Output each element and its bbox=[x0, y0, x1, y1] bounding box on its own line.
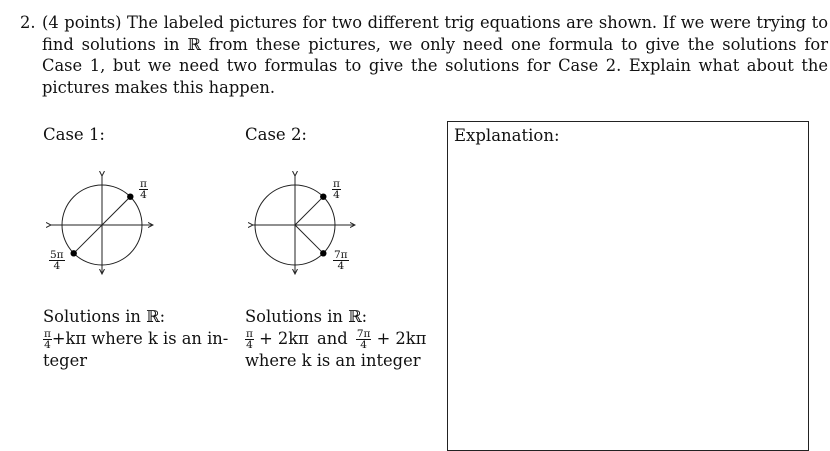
problem-statement bbox=[20, 12, 828, 98]
case2-solutions bbox=[245, 306, 426, 372]
case2-formula1-text: + 2kπ bbox=[253, 329, 309, 348]
case2-solutions-heading: Solutions in ℝ: bbox=[245, 307, 368, 326]
case1-formula bbox=[43, 328, 228, 350]
radius-7pi-over-4 bbox=[295, 225, 323, 253]
case2-label-7pi-over-4: $\frac{7\pi}{4}$ bbox=[334, 249, 348, 272]
problem-number: 2. bbox=[20, 13, 36, 32]
case1-formula-continuation: teger bbox=[43, 351, 88, 370]
case1-label: Case 1: bbox=[43, 125, 105, 144]
problem-text: (4 points) The labeled pictures for two different trig equations are shown. If we were trying to find solutions in ℝ from these pictures, we only need one formula to give the solutions for Case 1, but we need two formulas to give the solutions for Case 2. Explain what about the pictures makes this happen. bbox=[42, 13, 828, 97]
explanation-label: Explanation: bbox=[454, 126, 560, 145]
radius-pi-over-4 bbox=[295, 197, 323, 225]
case2-formula-continuation: where k is an integer bbox=[245, 351, 421, 370]
case2-formula2-text: + 2kπ bbox=[371, 329, 427, 348]
point-pi-over-4 bbox=[320, 194, 326, 200]
case1-solutions-heading: Solutions in ℝ: bbox=[43, 307, 166, 326]
case2-formula bbox=[245, 328, 426, 350]
point-pi-over-4 bbox=[127, 194, 133, 200]
case1-solutions bbox=[43, 306, 228, 372]
case1-label-5pi-over-4: $\frac{5\pi}{4}$ bbox=[50, 249, 64, 272]
point-7pi-over-4 bbox=[320, 250, 326, 256]
case1-formula-text: +kπ where k is an in- bbox=[51, 329, 229, 348]
explanation-box[interactable] bbox=[447, 121, 809, 451]
case1-label-pi-over-4: $\frac{\pi}{4}$ bbox=[140, 178, 147, 201]
case2-formula2-fraction: $\frac{7\pi}{4}$ bbox=[356, 328, 371, 351]
case2-conjunction: and bbox=[317, 329, 348, 348]
case1-formula-fraction: $\frac{\pi}{4}$ bbox=[44, 328, 51, 351]
case2-label: Case 2: bbox=[245, 125, 307, 144]
case2-label-pi-over-4: $\frac{\pi}{4}$ bbox=[333, 178, 340, 201]
case2-formula1-fraction: $\frac{\pi}{4}$ bbox=[246, 328, 253, 351]
point-5pi-over-4 bbox=[71, 250, 77, 256]
